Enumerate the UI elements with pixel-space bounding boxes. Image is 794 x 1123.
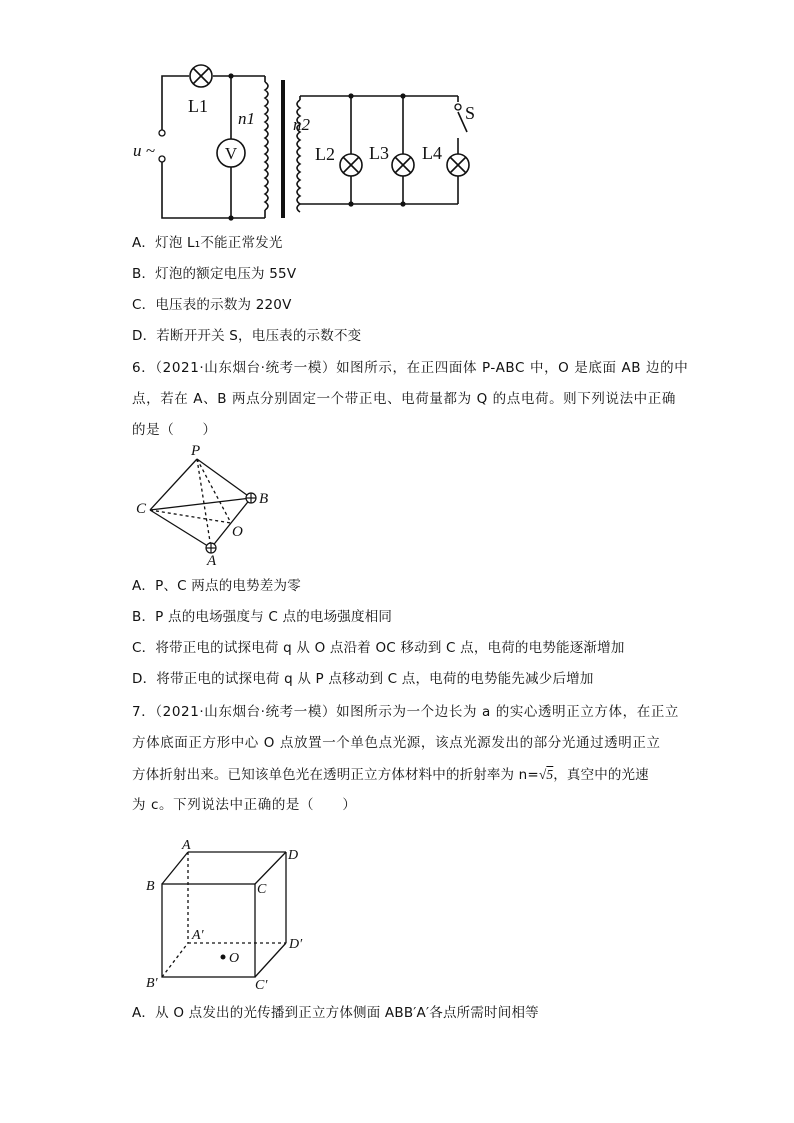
lamp-l2-label: L2	[315, 144, 335, 164]
lamp-l4-label: L4	[422, 143, 442, 163]
vertex-d-prime-label: D′	[289, 937, 303, 952]
q7-stem	[132, 697, 680, 821]
lamp-l3-icon	[392, 154, 414, 176]
primary-turns-label: n1	[238, 109, 255, 128]
vertex-d-label: D	[288, 848, 299, 863]
charge-b-icon	[246, 493, 256, 503]
lamp-l4-icon	[447, 154, 469, 176]
tetrahedron-figure	[125, 440, 285, 570]
q7-stem-line-2: 方体底面正方形中心 O 点放置一个单色点光源，该点光源发出的部分光通过透明正立	[132, 735, 661, 751]
q7-option-a: A．从 O 点发出的光传播到正立方体侧面 ABB′A′各点所需时间相等	[132, 1005, 539, 1021]
svg-text:V: V	[224, 144, 238, 163]
q6-option-a: A．P、C 两点的电势差为零	[132, 578, 301, 594]
lamp-l2-icon	[340, 154, 362, 176]
vertex-c-prime-label: C′	[255, 978, 268, 993]
point-o-label: O	[229, 951, 240, 966]
q6-stem	[132, 353, 689, 446]
lamp-l1-label: L1	[188, 96, 208, 116]
vertex-a-label: A	[207, 553, 217, 569]
vertex-b-label: B	[146, 879, 155, 894]
lamp-l1-icon	[190, 65, 212, 87]
light-source-o	[221, 955, 226, 960]
charge-a-icon	[206, 543, 216, 553]
q5-option-d: D．若断开开关 S，电压表的示数不变	[132, 328, 362, 344]
q7-stem-line-4: 为 c。下列说法中正确的是（ ）	[132, 797, 357, 813]
q5-option-c: C．电压表的示数为 220V	[132, 297, 292, 313]
q6-stem-line-2: 点，若在 A、B 两点分别固定一个带正电、电荷量都为 Q 的点电荷。则下列说法中正确	[132, 391, 676, 407]
q5-option-b: B．灯泡的额定电压为 55V	[132, 266, 297, 282]
lamp-l3-label: L3	[369, 143, 389, 163]
sqrt-five: √5	[538, 767, 554, 782]
q6-option-b: B．P 点的电场强度与 C 点的电场强度相同	[132, 609, 393, 625]
q6-stem-line-1: 6．（2021·山东烟台·统考一模）如图所示，在正四面体 P-ABC 中，O 是底面 AB 边的中	[132, 360, 689, 376]
vertex-p-label: P	[191, 443, 201, 459]
q7-stem-line-3: 方体折射出来。已知该单色光在透明正立方体材料中的折射率为 n=√5，真空中的光速	[132, 767, 649, 783]
point-o-label: O	[232, 524, 243, 540]
cube-figure	[140, 835, 320, 995]
vertex-b-label: B	[259, 491, 269, 507]
q7-stem-line-1: 7．（2021·山东烟台·统考一模）如图所示为一个边长为 a 的实心透明正立方体，在正立	[132, 704, 680, 720]
q5-option-a: A．灯泡 L₁不能正常发光	[132, 235, 283, 251]
q6-stem-line-3: 的是（ ）	[132, 422, 217, 438]
vertex-a-prime-label: A′	[192, 928, 204, 943]
switch-label: S	[465, 103, 476, 123]
q6-option-d: D．将带正电的试探电荷 q 从 P 点移动到 C 点，电荷的电势能先减少后增加	[132, 671, 594, 687]
transformer-circuit-figure	[125, 60, 495, 230]
source-label: u ~	[133, 141, 155, 160]
q6-option-c: C．将带正电的试探电荷 q 从 O 点沿着 OC 移动到 C 点，电荷的电势能逐渐增加	[132, 640, 625, 656]
voltmeter-icon	[217, 139, 245, 167]
vertex-b-prime-label: B′	[146, 976, 158, 991]
vertex-c-label: C	[257, 882, 267, 897]
secondary-turns-label: n2	[293, 115, 310, 134]
vertex-c-label: C	[136, 501, 147, 517]
vertex-a-label: A	[182, 838, 191, 853]
